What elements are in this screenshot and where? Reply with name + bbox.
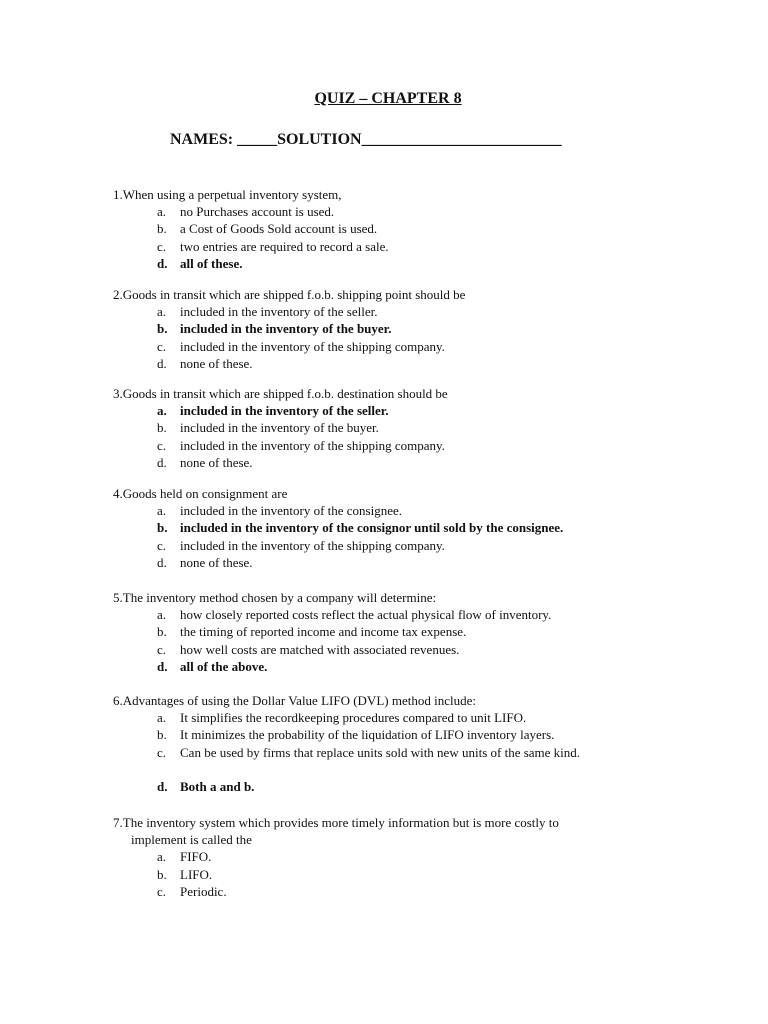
- question-text: 5.The inventory method chosen by a company will determine:: [113, 590, 437, 605]
- option-c: c. two entries are required to record a sale.: [157, 238, 389, 254]
- option-d-correct: d. all of the above.: [157, 658, 268, 674]
- option-d: d. none of these.: [157, 454, 253, 470]
- option-b: b. LIFO.: [157, 866, 213, 882]
- option-a: a. how closely reported costs reflect the actual physical flow of inventory.: [157, 607, 552, 623]
- option-b: b. included in the inventory of the buyer.: [157, 420, 379, 436]
- question-text: 3.Goods in transit which are shipped f.o.b. destination should be: [113, 386, 448, 401]
- question-text: 1.When using a perpetual inventory system,: [113, 187, 342, 202]
- question-2: [113, 286, 658, 372]
- question-text: 4.Goods held on consignment are: [113, 486, 288, 501]
- option-b: b. It minimizes the probability of the liquidation of LIFO inventory layers.: [157, 727, 555, 743]
- option-d-correct: d. all of these.: [157, 255, 243, 271]
- option-c: c. Periodic.: [157, 883, 227, 899]
- option-c: c. included in the inventory of the shipping company.: [157, 537, 445, 553]
- question-1: [113, 186, 658, 272]
- option-d-correct: d. Both a and b.: [157, 778, 255, 794]
- option-a: a. FIFO.: [157, 849, 212, 865]
- quiz-title: QUIZ – CHAPTER 8: [314, 90, 462, 107]
- option-c: c. included in the inventory of the shipping company.: [157, 437, 445, 453]
- question-text: 2.Goods in transit which are shipped f.o.b. shipping point should be: [113, 287, 466, 302]
- question-5: [113, 589, 658, 675]
- option-a: a. included in the inventory of the seller.: [157, 304, 378, 320]
- option-b-correct: b. included in the inventory of the buyer.: [157, 321, 392, 337]
- question-3: [113, 385, 658, 471]
- question-7: [113, 814, 658, 900]
- option-c: c. how well costs are matched with associated revenues.: [157, 641, 460, 657]
- question-text: 6.Advantages of using the Dollar Value LIFO (DVL) method include:: [113, 693, 476, 708]
- option-a: a. It simplifies the recordkeeping procedures compared to unit LIFO.: [157, 710, 527, 726]
- option-d: d. none of these.: [157, 355, 253, 371]
- option-b: b. a Cost of Goods Sold account is used.: [157, 221, 378, 237]
- names-line: NAMES: _____SOLUTION_________________________: [170, 131, 562, 148]
- option-b-correct: b. included in the inventory of the consignor until sold by the consignee.: [157, 520, 564, 536]
- question-text: 7.The inventory system which provides more timely information but is more costly to implement is called the: [113, 815, 559, 848]
- option-a: a. included in the inventory of the consignee.: [157, 503, 403, 519]
- option-a: a. no Purchases account is used.: [157, 204, 335, 220]
- option-d: d. none of these.: [157, 554, 253, 570]
- question-4: [113, 485, 658, 571]
- option-c: c. included in the inventory of the shipping company.: [157, 338, 445, 354]
- option-b: b. the timing of reported income and income tax expense.: [157, 624, 467, 640]
- spacer: [113, 761, 658, 778]
- option-c: c. Can be used by firms that replace units sold with new units of the same kind.: [157, 744, 581, 760]
- question-6: [113, 692, 658, 795]
- option-a-correct: a. included in the inventory of the seller.: [157, 403, 389, 419]
